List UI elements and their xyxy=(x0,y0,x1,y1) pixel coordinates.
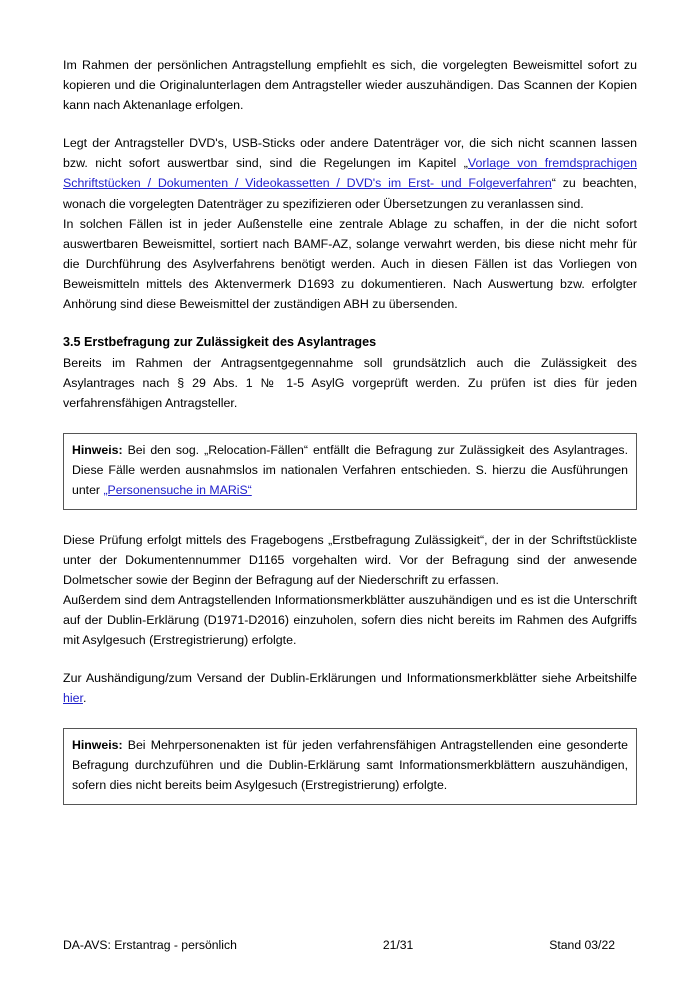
note-label: Hinweis: xyxy=(72,442,123,457)
note-text: Bei Mehrpersonenakten ist für jeden verfahrensfähigen Antragstellenden eine gesonderte Befragung durchzuführen und die Dublin-Erklärung samt Informationsmerkblättern auszuhändigen, sofern dies nicht bereits beim Asylgesuch (Erstregistrierung) erfolgte. xyxy=(72,738,628,793)
paragraph-zulaessigkeit: Bereits im Rahmen der Antragsentgegennahme soll grundsätzlich auch die Zulässigkeit des Asylantrages nach § 29 Abs. 1 № 1-5 AsylG vorgeprüft werden. Zu prüfen ist dies für jeden verfahrensfähigen Antragsteller. xyxy=(63,355,637,410)
note-box-relocation-paragraph xyxy=(72,441,628,501)
note-box-relocation xyxy=(63,433,637,510)
spacer xyxy=(63,314,637,332)
note-text: Bei den sog. „Relocation-Fällen“ entfällt die Befragung zur Zulässigkeit des Asylantrages. Diese Fälle werden ausnahmslos im nationalen Verfahren entschieden. S. hierzu die Ausführungen unter xyxy=(72,442,628,497)
paragraph-arbeitshilfe xyxy=(63,668,637,708)
spacer xyxy=(63,510,637,530)
link-arbeitshilfe-hier[interactable]: hier xyxy=(63,691,83,706)
footer-page-number: 21/31 xyxy=(382,938,414,952)
paragraph-datentraeger-text-after: “ zu beachten, wonach die vorgelegten Datenträger zu spezifizieren oder Übersetzungen zu veranlassen sind. xyxy=(63,176,638,211)
paragraph-zentrale-ablage: In solchen Fällen ist in jeder Außenstelle eine zentrale Ablage zu schaffen, in der die nicht sofort auswertbaren Beweismittel, sortiert nach BAMF-AZ, solange verwahrt werden, bis diese nicht mehr für die Durchführung des Asylverfahrens benötigt werden. Auch in diesen Fällen ist das Vorliegen von Beweismitteln mittels des Aktenvermerk D1693 zu dokumentieren. Nach Auswertung bzw. erfolgter Anhörung sind diese Beweismittel der zuständigen ABH zu übersenden. xyxy=(63,216,637,312)
footer-version-date: Stand 03/22 xyxy=(549,938,615,952)
paragraph-datentraeger-text-before: Legt der Antragsteller DVD's, USB-Sticks oder andere Datenträger vor, die sich nicht scannen lassen bzw. nicht sofort auswertbar sind, sind die Regelungen im Kapitel „ xyxy=(63,136,637,171)
heading-3-5: 3.5 Erstbefragung zur Zulässigkeit des Asylantrages xyxy=(63,335,377,350)
paragraph-merkblaetter: Außerdem sind dem Antragstellenden Informationsmerkblätter auszuhändigen und es ist die Unterschrift auf der Dublin-Erklärung (D1971-D2016) einzuholen, sofern dies nicht bereits im Rahmen des Aufgriffs mit Asylgesuch (Erstregistrierung) erfolgte. xyxy=(63,592,637,647)
page-footer xyxy=(63,938,637,952)
note-box-mehrpersonenakten xyxy=(63,728,637,805)
spacer xyxy=(63,708,637,728)
note-box-mehrpersonenakten-paragraph xyxy=(72,736,628,796)
paragraph-fragebogen: Diese Prüfung erfolgt mittels des Fragebogens „Erstbefragung Zulässigkeit“, der in der Schriftstückliste unter der Dokumentennummer D1165 vorgehalten wird. Vor der Befragung sind der anwesende Dolmetscher sowie der Beginn der Befragung auf der Niederschrift zu erfassen. xyxy=(63,532,637,587)
paragraph-datentraeger xyxy=(63,133,637,213)
paragraph-intro: Im Rahmen der persönlichen Antragstellung empfiehlt es sich, die vorgelegten Beweismittel sofort zu kopieren und die Originalunterlagen dem Antragsteller wieder auszuhändigen. Das Scannen der Kopien kann nach Aktenanlage erfolgen. xyxy=(63,58,637,113)
note-label: Hinweis: xyxy=(72,738,123,753)
spacer xyxy=(63,115,637,133)
link-vorlage-fremdsprachige-schriftstuecke[interactable]: Vorlage von fremdsprachigen Schriftstücken / Dokumenten / Videokassetten / DVD's im Erst- und Folgeverfahren xyxy=(63,156,637,191)
paragraph-arbeitshilfe-before: Zur Aushändigung/zum Versand der Dublin-Erklärungen und Informationsmerkblätter siehe Arbeitshilfe xyxy=(63,671,637,686)
link-personensuche-maris[interactable]: „Personensuche in MARiS“ xyxy=(103,482,252,497)
spacer xyxy=(63,650,637,668)
paragraph-arbeitshilfe-after: . xyxy=(82,691,87,706)
spacer xyxy=(63,413,637,433)
footer-document-title: DA-AVS: Erstantrag - persönlich xyxy=(63,938,237,952)
